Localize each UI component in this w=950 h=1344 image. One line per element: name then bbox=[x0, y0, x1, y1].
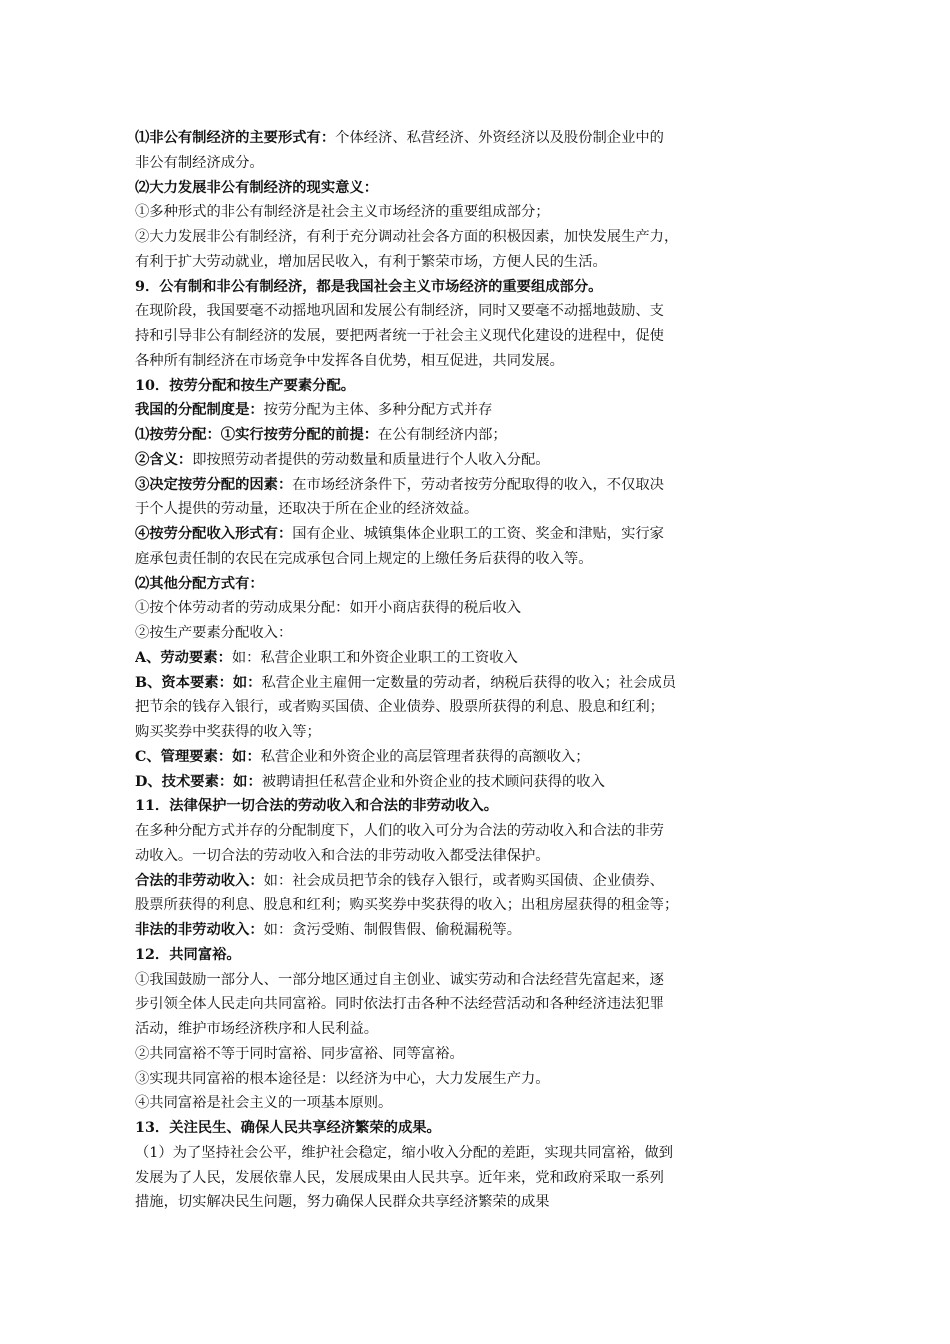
body-text: 在多种分配方式并存的分配制度下，人们的收入可分为合法的劳动收入和合法的非劳 bbox=[135, 823, 664, 839]
text-line bbox=[135, 745, 775, 770]
bold-text: ④按劳分配收入形式有： bbox=[135, 526, 293, 542]
body-text: 有利于扩大劳动就业，增加居民收入，有利于繁荣市场，方便人民的生活。 bbox=[135, 253, 607, 270]
body-text: 动收入。一切合法的劳动收入和合法的非劳动收入都受法律保护。 bbox=[135, 847, 550, 864]
document-page bbox=[135, 126, 775, 1215]
text-line bbox=[135, 448, 775, 473]
bold-text: 9．公有制和非公有制经济，都是我国社会主义市场经济的重要组成部分。 bbox=[135, 278, 603, 295]
text-line bbox=[135, 1067, 775, 1092]
text-line bbox=[135, 918, 775, 943]
bold-text: 10．按劳分配和按生产要素分配。 bbox=[135, 377, 356, 394]
text-line bbox=[135, 349, 775, 374]
text-line bbox=[135, 398, 775, 423]
body-text: 如：私营企业职工和外资企业职工的工资收入 bbox=[231, 649, 518, 666]
bold-text: A、劳动要素： bbox=[135, 649, 232, 666]
bold-text: B、资本要素：如： bbox=[135, 674, 262, 691]
body-text: 即按照劳动者提供的劳动数量和质量进行个人收入分配。 bbox=[192, 451, 550, 468]
text-line bbox=[135, 522, 775, 547]
body-text: 购买奖券中奖获得的收入等； bbox=[135, 724, 321, 740]
text-line bbox=[135, 275, 775, 300]
body-text: ③实现共同富裕的根本途径是：以经济为中心，大力发展生产力。 bbox=[135, 1070, 550, 1087]
text-line bbox=[135, 794, 775, 819]
text-line bbox=[135, 126, 775, 151]
text-line bbox=[135, 299, 775, 324]
body-text: ②共同富裕不等于同时富裕、同步富裕、同等富裕。 bbox=[135, 1045, 464, 1062]
text-line bbox=[135, 869, 775, 894]
body-text: ④共同富裕是社会主义的一项基本原则。 bbox=[135, 1095, 393, 1112]
bold-text: ⑵其他分配方式有： bbox=[135, 575, 264, 592]
text-line bbox=[135, 374, 775, 399]
text-line bbox=[135, 646, 775, 671]
body-text: 措施，切实解决民生问题，努力确保人民群众共享经济繁荣的成果 bbox=[135, 1194, 550, 1211]
body-text: 私营企业和外资企业的高层管理者获得的高额收入； bbox=[260, 748, 590, 765]
text-line bbox=[135, 992, 775, 1017]
body-text: 被聘请担任私营企业和外资企业的技术顾问获得的收入 bbox=[261, 773, 605, 790]
text-line bbox=[135, 720, 775, 745]
text-line bbox=[135, 621, 775, 646]
text-line bbox=[135, 1116, 775, 1141]
body-text: （1）为了坚持社会公平，维护社会稳定，缩小收入分配的差距，实现共同富裕，做到 bbox=[135, 1144, 674, 1161]
body-text: ①多种形式的非公有制经济是社会主义市场经济的重要组成部分； bbox=[135, 204, 550, 221]
text-line bbox=[135, 1017, 775, 1042]
body-text: 步引领全体人民走向共同富裕。同时依法打击各种不法经营活动和各种经济违法犯罪 bbox=[135, 996, 664, 1013]
body-text: ②按生产要素分配收入： bbox=[135, 625, 293, 641]
text-line bbox=[135, 671, 775, 696]
bold-text: ⑵大力发展非公有制经济的现实意义： bbox=[135, 179, 379, 196]
text-line bbox=[135, 324, 775, 349]
body-text: 个体经济、私营经济、外资经济以及股份制企业中的 bbox=[335, 130, 664, 146]
bold-text: 非法的非劳动收入： bbox=[135, 922, 264, 938]
body-text: 私营企业主雇佣一定数量的劳动者，纳税后获得的收入；社会成员 bbox=[261, 674, 677, 691]
text-line bbox=[135, 497, 775, 522]
text-line bbox=[135, 1166, 775, 1191]
text-line bbox=[135, 893, 775, 918]
text-line bbox=[135, 1190, 775, 1215]
body-text: 如：社会成员把节余的钱存入银行，或者购买国债、企业债券、 bbox=[263, 872, 664, 889]
bold-text: ③决定按劳分配的因素： bbox=[135, 476, 293, 493]
bold-text: ②含义： bbox=[135, 451, 193, 468]
bold-text: 我国的分配制度是： bbox=[135, 402, 264, 419]
body-text: 把节余的钱存入银行，或者购买国债、企业债券、股票所获得的利息、股息和红利； bbox=[135, 699, 664, 716]
text-line bbox=[135, 968, 775, 993]
body-text: 国有企业、城镇集体企业职工的工资、奖金和津贴，实行家 bbox=[292, 526, 664, 542]
bold-text: 11．法律保护一切合法的劳动收入和合法的非劳动收入。 bbox=[135, 798, 499, 815]
body-text: ②大力发展非公有制经济，有利于充分调动社会各方面的积极因素，加快发展生产力， bbox=[135, 229, 679, 245]
bold-text: ⑴非公有制经济的主要形式有： bbox=[135, 130, 336, 146]
body-text: 在公有制经济内部； bbox=[378, 427, 507, 443]
text-line bbox=[135, 151, 775, 176]
body-text: 于个人提供的劳动量，还取决于所在企业的经济效益。 bbox=[135, 501, 479, 518]
body-text: 在现阶段，我国要毫不动摇地巩固和发展公有制经济，同时又要毫不动摇地鼓励、支 bbox=[135, 303, 664, 320]
text-line bbox=[135, 1091, 775, 1116]
text-line bbox=[135, 473, 775, 498]
text-line bbox=[135, 176, 775, 201]
text-line bbox=[135, 819, 775, 844]
body-text: ①按个体劳动者的劳动成果分配：如开小商店获得的税后收入 bbox=[135, 600, 522, 617]
bold-text: C、管理要素：如： bbox=[135, 748, 261, 765]
body-text: 按劳分配为主体、多种分配方式并存 bbox=[263, 402, 493, 419]
bold-text: D、技术要素：如： bbox=[135, 773, 262, 790]
bold-text: 13．关注民生、确保人民共享经济繁荣的成果。 bbox=[135, 1120, 441, 1136]
bold-text: 合法的非劳动收入： bbox=[135, 872, 264, 889]
bold-text: ⑴按劳分配：①实行按劳分配的前提： bbox=[135, 427, 379, 443]
text-line bbox=[135, 770, 775, 795]
text-line bbox=[135, 596, 775, 621]
body-text: 在市场经济条件下，劳动者按劳分配取得的收入，不仅取决 bbox=[292, 476, 664, 493]
body-text: ①我国鼓励一部分人、一部分地区通过自主创业、诚实劳动和合法经营先富起来，逐 bbox=[135, 971, 664, 988]
text-line bbox=[135, 572, 775, 597]
body-text: 如：贪污受贿、制假售假、偷税漏税等。 bbox=[263, 922, 522, 938]
body-text: 各种所有制经济在市场竞争中发挥各自优势，相互促进，共同发展。 bbox=[135, 352, 564, 369]
text-line bbox=[135, 423, 775, 448]
body-text: 股票所获得的利息、股息和红利；购买奖券中奖获得的收入；出租房屋获得的租金等； bbox=[135, 897, 679, 914]
body-text: 庭承包责任制的农民在完成承包合同上规定的上缴任务后获得的收入等。 bbox=[135, 550, 593, 567]
text-line bbox=[135, 943, 775, 968]
text-line bbox=[135, 250, 775, 275]
text-line bbox=[135, 225, 775, 250]
bold-text: 12．共同富裕。 bbox=[135, 946, 241, 963]
body-text: 活动，维护市场经济秩序和人民利益。 bbox=[135, 1021, 379, 1037]
body-text: 非公有制经济成分。 bbox=[135, 154, 264, 171]
text-line bbox=[135, 1141, 775, 1166]
text-line bbox=[135, 1042, 775, 1067]
text-line bbox=[135, 200, 775, 225]
body-text: 持和引导非公有制经济的发展，要把两者统一于社会主义现代化建设的进程中，促使 bbox=[135, 328, 664, 344]
body-text: 发展为了人民，发展依靠人民，发展成果由人民共享。近年来，党和政府采取一系列 bbox=[135, 1169, 664, 1186]
text-line bbox=[135, 547, 775, 572]
text-line bbox=[135, 844, 775, 869]
text-line bbox=[135, 695, 775, 720]
